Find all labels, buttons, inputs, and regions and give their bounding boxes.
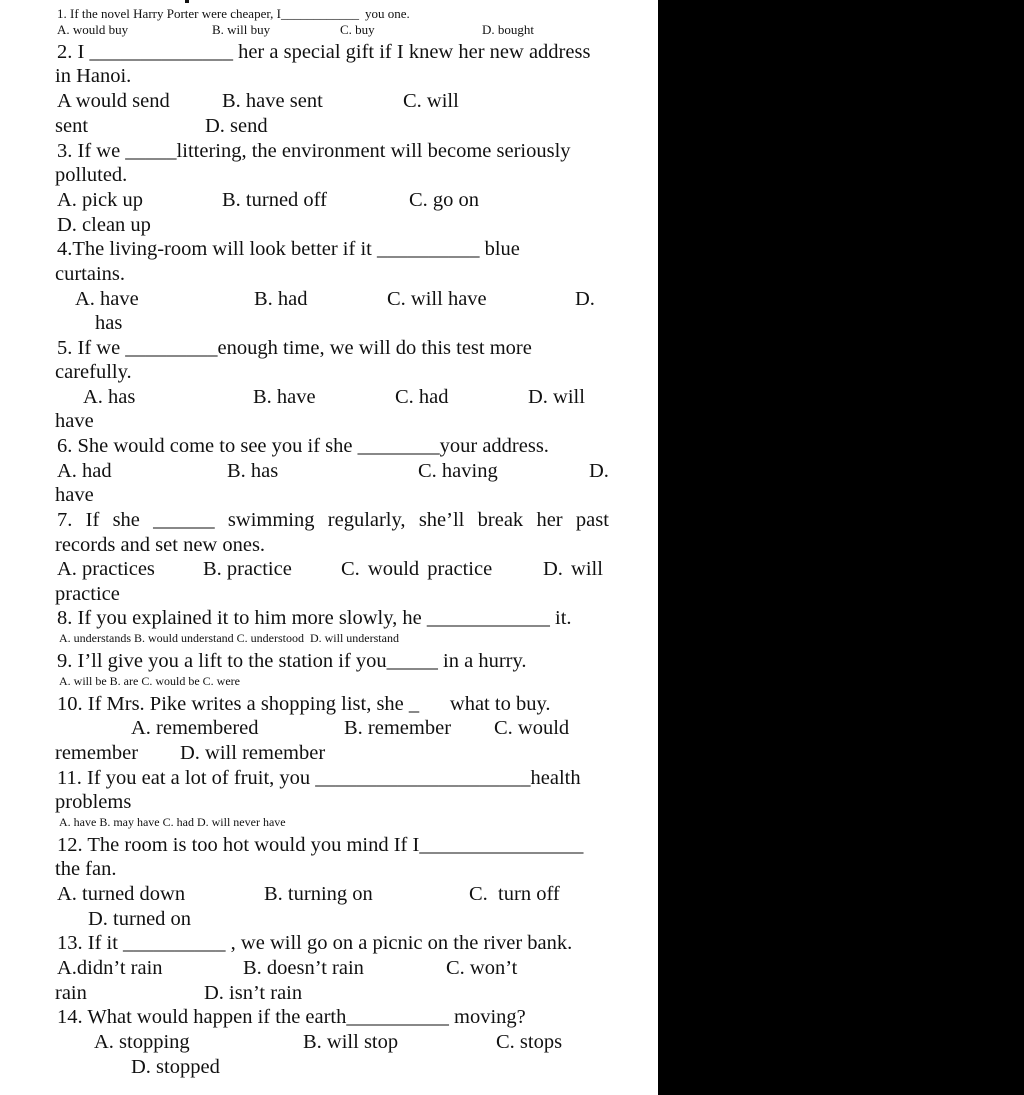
q13-option-a: A.didn’t rain [57,957,163,979]
q7-option-d: D. will [543,558,603,580]
q1-option-c: C. buy [340,22,375,37]
q7-stem-line1: 7. If she ______ swimming regularly, she’ll break her past [57,509,609,531]
q13-option-b: B. doesn’t rain [243,957,364,979]
q7-option-c: C. would practice [341,558,493,580]
q4-option-c: C. will have [387,288,487,310]
q5-stem-line2: carefully. [55,361,132,383]
q8-stem: 8. If you explained it to him more slowly, he ____________ it. [57,607,572,629]
q13-stem: 13. If it __________ , we will go on a picnic on the river bank. [57,932,573,954]
q9-stem: 9. I’ll give you a lift to the station if you_____ in a hurry. [57,650,527,672]
q11-stem-line2: problems [55,791,132,813]
q4-stem-line2: curtains. [55,263,126,285]
q4-option-a: A. have [75,288,139,310]
q3-option-b: B. turned off [222,189,327,211]
q4-option-d-wrap: has [95,312,123,334]
q13-option-d: D. isn’t rain [204,982,303,1004]
q12-option-d: D. turned on [88,908,192,930]
q12-stem: 12. The room is too hot would you mind If I________________ [57,834,584,856]
q2-stem-line1: 2. I ______________ her a special gift if I knew her new address [57,41,591,63]
q10-option-c-wrap: remember [55,742,139,764]
q1-option-d: D. bought [482,22,534,37]
q13-option-c: C. won’t [446,957,518,979]
q10-option-c: C. would [494,717,570,739]
q2-option-d: D. send [205,115,268,137]
q12-stem-line2: the fan. [55,858,117,880]
q2-stem-line2: in Hanoi. [55,65,132,87]
q4-stem: 4.The living-room will look better if it __________ blue [57,238,520,260]
q12-option-c: C. turn off [469,883,560,905]
q6-option-d-wrap: have [55,484,94,506]
q7-stem-line2: records and set new ones. [55,534,266,556]
q10-option-b: B. remember [344,717,452,739]
q3-option-c: C. go on [409,189,480,211]
q5-option-d: D. will [528,386,585,408]
q11-stem: 11. If you eat a lot of fruit, you _____________________health [57,767,581,789]
q14-option-c: C. stops [496,1031,563,1053]
q10-option-d: D. will remember [180,742,326,764]
q7-option-a: A. practices [57,558,155,580]
q3-option-d: D. clean up [57,214,151,236]
q6-option-d: D. [589,460,609,482]
q5-option-a: A. has [83,386,136,408]
q12-option-b: B. turning on [264,883,373,905]
q5-option-b: B. have [253,386,316,408]
q1-option-b: B. will buy [212,22,271,37]
q6-option-c: C. having [418,460,498,482]
q4-option-d: D. [575,288,595,310]
q12-option-a: A. turned down [57,883,186,905]
q6-option-a: A. had [57,460,112,482]
q2-option-c: C. will [403,90,459,112]
q2-option-b: B. have sent [222,90,323,112]
q7-option-b: B. practice [203,558,292,580]
scan-mark [185,0,189,3]
q14-option-d: D. stopped [131,1056,220,1078]
q3-stem-line2: polluted. [55,164,128,186]
q8-options: A. understands B. would understand C. understood D. will understand [59,631,399,645]
q10-stem: 10. If Mrs. Pike writes a shopping list, she _ what to buy. [57,693,551,715]
q3-option-a: A. pick up [57,189,143,211]
q7-option-d-wrap: practice [55,583,120,605]
q1-stem: 1. If the novel Harry Porter were cheaper, I____________ you one. [57,6,410,21]
q4-option-b: B. had [254,288,308,310]
q1-option-a: A. would buy [57,22,129,37]
q9-options: A. will be B. are C. would be C. were [59,674,240,688]
q5-option-d-wrap: have [55,410,94,432]
q10-option-a: A. remembered [131,717,259,739]
q11-options: A. have B. may have C. had D. will never have [59,815,286,829]
q5-stem-line1: 5. If we _________enough time, we will do this test more [57,337,532,359]
q6-option-b: B. has [227,460,279,482]
q3-stem-line1: 3. If we _____littering, the environment will become seriously [57,140,571,162]
q5-option-c: C. had [395,386,449,408]
q14-option-b: B. will stop [303,1031,399,1053]
q13-option-c-wrap: rain [55,982,87,1004]
q14-stem: 14. What would happen if the earth__________ moving? [57,1006,526,1028]
q2-option-a: A would send [57,90,170,112]
q2-option-c-wrap: sent [55,115,89,137]
q6-stem: 6. She would come to see you if she ________your address. [57,435,549,457]
q14-option-a: A. stopping [94,1031,190,1053]
